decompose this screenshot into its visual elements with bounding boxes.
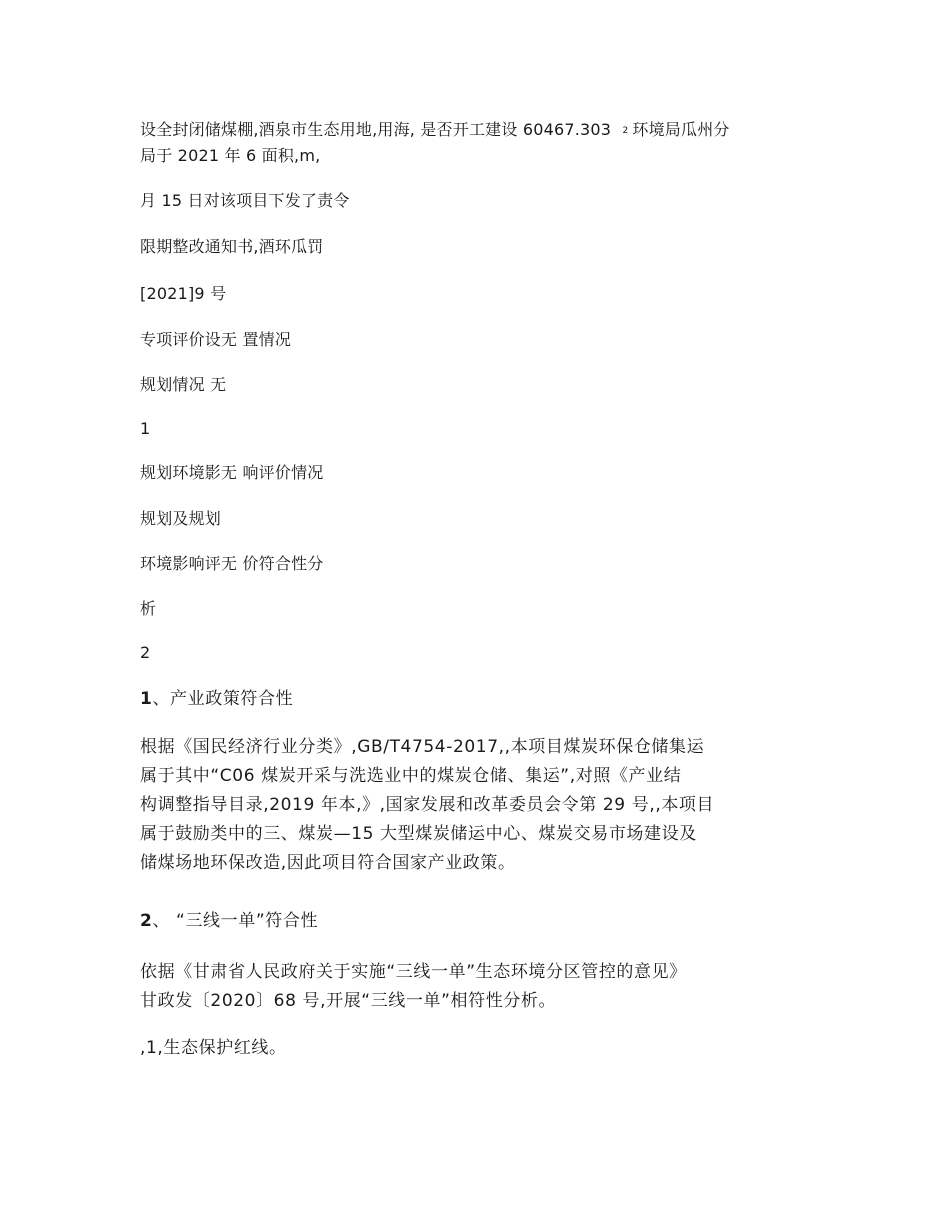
section1-title: 、产业政策符合性 <box>152 689 294 709</box>
section2-paragraph <box>140 958 820 1016</box>
section1-heading <box>140 685 820 714</box>
section1-line: 根据《国民经济行业分类》,GB/T4754-2017,,本项目煤炭环保仓储集运 <box>140 737 705 757</box>
section1-line: 构调整指导目录,2019 年本,》,国家发展和改革委员会令第 29 号,,本项目 <box>140 795 715 815</box>
table-fragment-row2: 月 15 日对该项目下发了责令 <box>140 191 350 210</box>
section2-line: 甘政发〔2020〕68 号,开展“三线一单”相符性分析。 <box>140 991 557 1011</box>
table-fragment-row1-line1 <box>140 118 820 143</box>
section2-heading <box>140 907 820 936</box>
table-fragment-row3: 限期整改通知书,酒环瓜罚 <box>140 237 324 256</box>
table-fragment-row5: 专项评价设无 置情况 <box>140 330 292 349</box>
table-fragment-row10: 析 <box>140 599 157 618</box>
section2-title: 、 “三线一单”符合性 <box>152 911 319 931</box>
section1-line: 属于其中“C06 煤炭开采与洗选业中的煤炭仓储、集运”,对照《产业结 <box>140 766 682 786</box>
row1-subscript: 2 <box>622 126 629 136</box>
section2-line: 依据《甘肃省人民政府关于实施“三线一单”生态环境分区管控的意见》 <box>140 962 687 982</box>
table-fragment-row8: 规划及规划 <box>140 509 222 528</box>
section2-number: 2 <box>140 911 153 931</box>
section1-number: 1 <box>140 689 153 709</box>
row1-text-b: 环境局瓜州分 <box>632 120 730 139</box>
table-fragment-row9: 环境影响评无 价符合性分 <box>140 554 324 573</box>
section1-line: 属于鼓励类中的三、煤炭—15 大型煤炭储运中心、煤炭交易市场建设及 <box>140 824 697 844</box>
section1-line: 储煤场地环保改造,因此项目符合国家产业政策。 <box>140 853 516 873</box>
table-fragment-row4: [2021]9 号 <box>140 284 227 303</box>
page-marker-2: 2 <box>140 643 151 662</box>
table-fragment-row1-line2: 局于 2021 年 6 面积,m, <box>140 146 321 165</box>
subsection1-heading: ,1,生态保护红线。 <box>140 1038 287 1058</box>
table-fragment-row7: 规划环境影无 响评价情况 <box>140 463 324 482</box>
row1-text-a: 设全封闭储煤棚,酒泉市生态用地,用海, 是否开工建设 60467.303 <box>140 120 617 139</box>
table-fragment-row6: 规划情况 无 <box>140 375 227 394</box>
section1-paragraph <box>140 733 820 878</box>
page-marker-1: 1 <box>140 419 151 438</box>
